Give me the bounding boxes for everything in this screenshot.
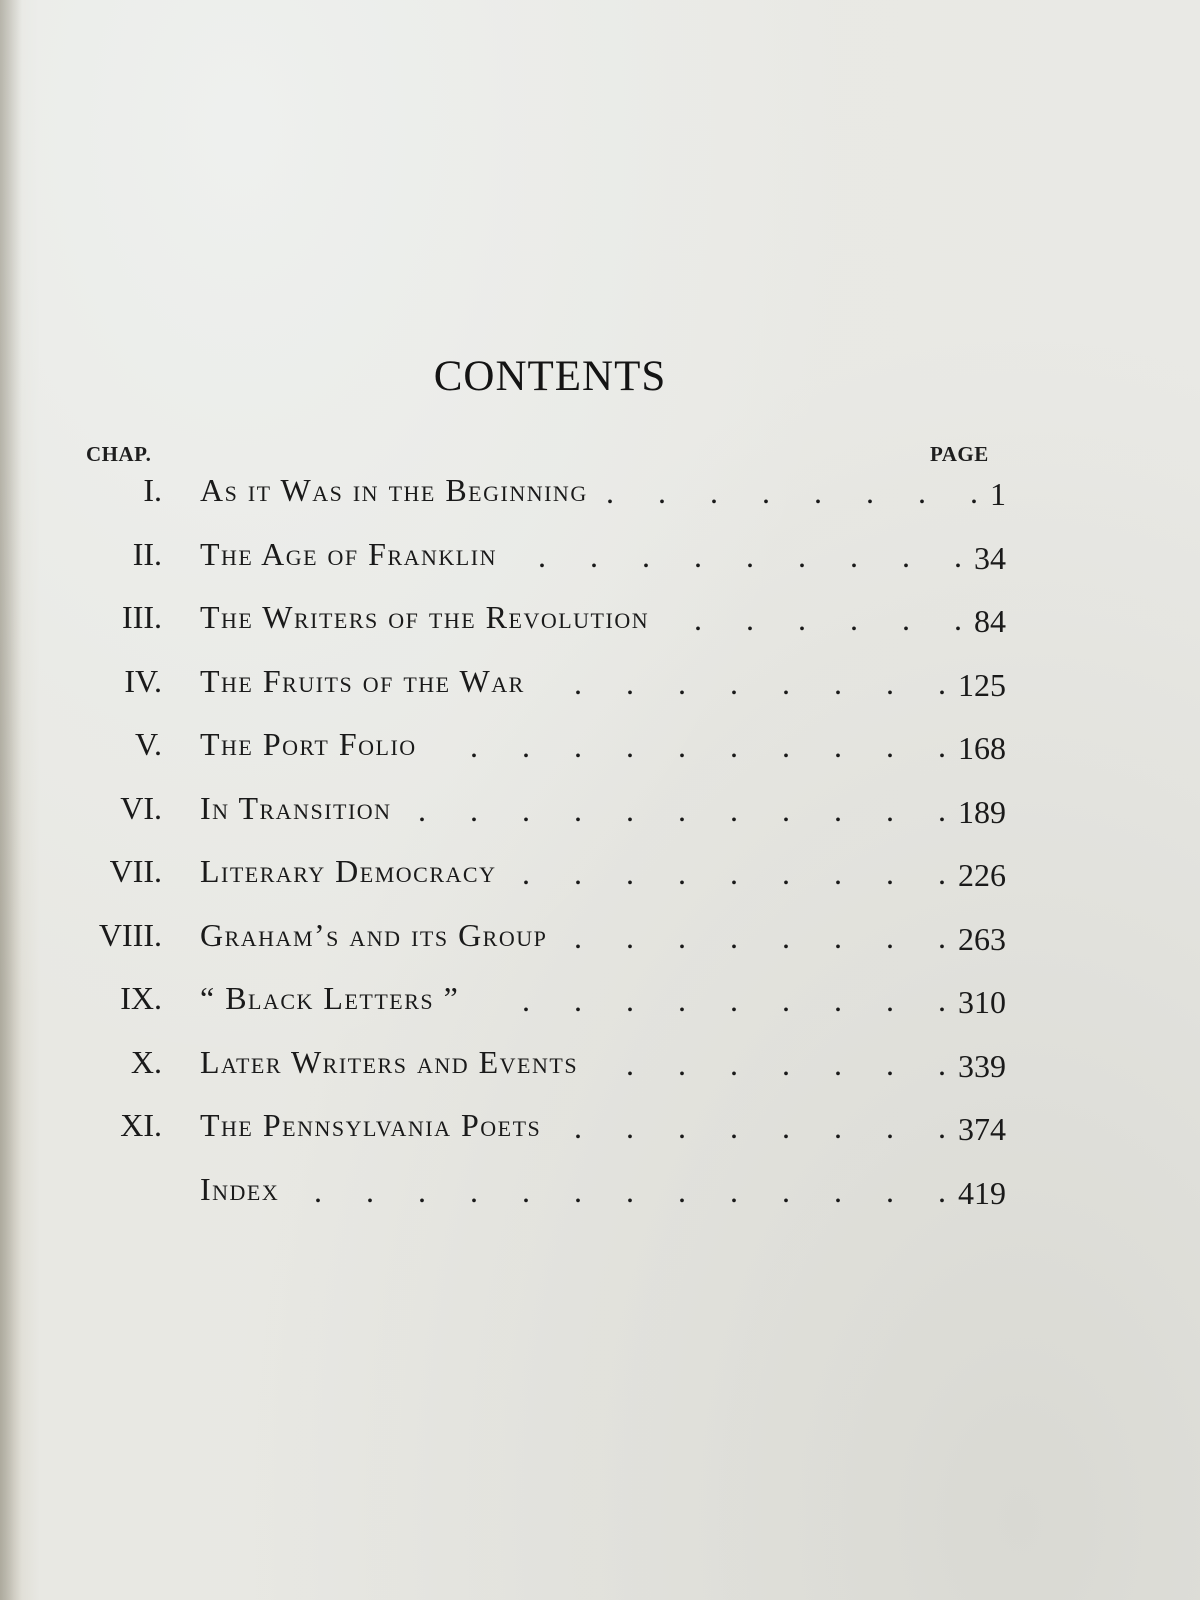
leader-dot: . xyxy=(574,982,582,1018)
leader-dot: . xyxy=(694,537,702,574)
leader-dot: . xyxy=(886,1109,894,1145)
leader-dot: . xyxy=(678,855,686,891)
toc-entry xyxy=(0,1107,1100,1157)
leader-dot: . xyxy=(782,918,790,955)
leader-dot: . xyxy=(798,537,806,574)
chapter-title: The Age of Franklin xyxy=(200,535,497,572)
leader-dot: . xyxy=(574,1172,582,1209)
leader-dot: . xyxy=(886,791,894,828)
leader-dot: . xyxy=(954,537,962,574)
chapter-numeral: VI. xyxy=(120,789,162,826)
leader-dot: . xyxy=(470,1172,478,1209)
leader-dot: . xyxy=(678,1045,686,1082)
leader-dot: . xyxy=(886,664,894,701)
toc-entry xyxy=(0,663,1100,713)
leader-dot: . xyxy=(418,1172,426,1209)
toc-entry xyxy=(0,980,1100,1030)
chapter-title: “ Black Letters ” xyxy=(200,980,460,1016)
leader-dot: . xyxy=(694,601,702,637)
leader-dot: . xyxy=(678,1172,686,1209)
leader-dot: . xyxy=(954,601,962,637)
page-number: 189 xyxy=(958,793,1006,830)
leader-dot: . xyxy=(626,982,634,1018)
leader-dot: . xyxy=(574,664,582,701)
leader-dot: . xyxy=(678,918,686,955)
leader-dot: . xyxy=(938,1045,946,1082)
leader-dot: . xyxy=(834,982,842,1018)
chapter-title: The Pennsylvania Poets xyxy=(200,1107,542,1143)
chapter-title: As it Was in the Beginning xyxy=(200,472,588,508)
leader-dot: . xyxy=(798,601,806,637)
leader-dot: . xyxy=(574,728,582,764)
leader-dot: . xyxy=(574,791,582,828)
chapter-numeral: II. xyxy=(132,535,162,572)
chapter-title: Graham’s and its Group xyxy=(200,916,548,953)
leader-dot: . xyxy=(470,791,478,828)
page-number: 34 xyxy=(974,539,1006,576)
leader-dot: . xyxy=(678,728,686,764)
page-number: 310 xyxy=(958,984,1006,1020)
leader-dot: . xyxy=(886,855,894,891)
page-number: 339 xyxy=(958,1047,1006,1084)
leader-dot: . xyxy=(658,474,666,510)
leader-dot: . xyxy=(970,474,978,510)
leader-dot: . xyxy=(606,474,614,510)
toc-entry xyxy=(0,1171,1100,1221)
leader-dot: . xyxy=(730,918,738,955)
leader-dot: . xyxy=(642,537,650,574)
leader-dot: . xyxy=(886,1045,894,1082)
chapter-title: Later Writers and Events xyxy=(200,1043,579,1080)
leader-dot: . xyxy=(834,728,842,764)
leader-dot: . xyxy=(834,664,842,701)
leader-dot: . xyxy=(574,855,582,891)
toc-entry xyxy=(0,726,1100,776)
leader-dot: . xyxy=(886,918,894,955)
toc-entry xyxy=(0,790,1100,840)
leader-dot: . xyxy=(918,474,926,510)
leader-dot: . xyxy=(730,855,738,891)
leader-dot: . xyxy=(938,1109,946,1145)
leader-dot: . xyxy=(746,537,754,574)
chapter-title: The Fruits of the War xyxy=(200,662,525,699)
leader-dot: . xyxy=(710,474,718,510)
leader-dot: . xyxy=(782,1172,790,1209)
leader-dot: . xyxy=(938,1172,946,1209)
leader-dot: . xyxy=(782,791,790,828)
leader-dot: . xyxy=(678,1109,686,1145)
contents-heading: CONTENTS xyxy=(433,353,667,400)
leader-dot: . xyxy=(590,537,598,574)
leader-dot: . xyxy=(730,791,738,828)
leader-dot: . xyxy=(678,664,686,701)
page-number: 419 xyxy=(958,1174,1006,1211)
leader-dot: . xyxy=(814,474,822,510)
leader-dot: . xyxy=(626,791,634,828)
chapter-title: Index xyxy=(200,1170,280,1207)
leader-dot: . xyxy=(866,474,874,510)
leader-dot: . xyxy=(834,1109,842,1145)
chapter-title: The Writers of the Revolution xyxy=(200,599,650,635)
leader-dot: . xyxy=(522,982,530,1018)
leader-dot: . xyxy=(626,855,634,891)
leader-dot: . xyxy=(730,1172,738,1209)
toc-entry xyxy=(0,472,1100,522)
chapter-numeral: VII. xyxy=(109,853,162,889)
leader-dot: . xyxy=(938,855,946,891)
chap-column-header: CHAP. xyxy=(86,442,152,466)
leader-dot: . xyxy=(762,474,770,510)
leader-dot: . xyxy=(938,791,946,828)
leader-dot: . xyxy=(938,728,946,764)
leader-dot: . xyxy=(834,1045,842,1082)
leader-dot: . xyxy=(782,728,790,764)
page-number: 125 xyxy=(958,666,1006,703)
leader-dot: . xyxy=(730,1045,738,1082)
chapter-title: Literary Democracy xyxy=(200,853,497,889)
chapter-numeral: I. xyxy=(143,472,162,508)
leader-dot: . xyxy=(746,601,754,637)
toc-entry xyxy=(0,853,1100,903)
leader-dot: . xyxy=(626,918,634,955)
chapter-numeral: XI. xyxy=(120,1107,162,1143)
chapter-title: The Port Folio xyxy=(200,726,417,762)
page-number: 374 xyxy=(958,1111,1006,1147)
leader-dot: . xyxy=(626,1045,634,1082)
leader-dot: . xyxy=(730,728,738,764)
leader-dot: . xyxy=(850,601,858,637)
leader-dot: . xyxy=(626,728,634,764)
page-number: 84 xyxy=(974,603,1006,639)
leader-dot: . xyxy=(834,1172,842,1209)
leader-dot: . xyxy=(902,601,910,637)
toc-entry xyxy=(0,917,1100,967)
chapter-numeral: IV. xyxy=(124,662,162,699)
leader-dot: . xyxy=(366,1172,374,1209)
leader-dot: . xyxy=(938,664,946,701)
leader-dot: . xyxy=(522,855,530,891)
leader-dot: . xyxy=(834,855,842,891)
leader-dot: . xyxy=(938,982,946,1018)
toc-entry xyxy=(0,536,1100,586)
leader-dot: . xyxy=(782,664,790,701)
leader-dot: . xyxy=(314,1172,322,1209)
leader-dot: . xyxy=(834,918,842,955)
page-column-header: PAGE xyxy=(930,442,989,466)
leader-dot: . xyxy=(902,537,910,574)
chapter-numeral: VIII. xyxy=(98,916,162,953)
leader-dot: . xyxy=(782,855,790,891)
leader-dot: . xyxy=(886,728,894,764)
leader-dot: . xyxy=(418,791,426,828)
leader-dot: . xyxy=(626,1172,634,1209)
chapter-numeral: V. xyxy=(135,726,162,762)
chapter-title: In Transition xyxy=(200,789,392,826)
page-number: 1 xyxy=(990,476,1006,512)
leader-dot: . xyxy=(834,791,842,828)
leader-dot: . xyxy=(626,1109,634,1145)
leader-dot: . xyxy=(730,982,738,1018)
chapter-numeral: III. xyxy=(122,599,162,635)
leader-dot: . xyxy=(678,791,686,828)
leader-dot: . xyxy=(782,1045,790,1082)
leader-dot: . xyxy=(626,664,634,701)
toc-entry xyxy=(0,1044,1100,1094)
leader-dot: . xyxy=(782,982,790,1018)
leader-dot: . xyxy=(470,728,478,764)
chapter-numeral: IX. xyxy=(120,980,162,1016)
leader-dot: . xyxy=(522,791,530,828)
leader-dot: . xyxy=(782,1109,790,1145)
toc-entry xyxy=(0,599,1100,649)
leader-dot: . xyxy=(850,537,858,574)
leader-dot: . xyxy=(522,728,530,764)
leader-dot: . xyxy=(886,1172,894,1209)
leader-dot: . xyxy=(538,537,546,574)
chapter-numeral: X. xyxy=(130,1043,162,1080)
page-number: 226 xyxy=(958,857,1006,893)
page-number: 168 xyxy=(958,730,1006,766)
leader-dot: . xyxy=(574,1109,582,1145)
leader-dot: . xyxy=(730,664,738,701)
leader-dot: . xyxy=(938,918,946,955)
leader-dot: . xyxy=(730,1109,738,1145)
leader-dot: . xyxy=(678,982,686,1018)
leader-dot: . xyxy=(574,918,582,955)
leader-dot: . xyxy=(886,982,894,1018)
page-number: 263 xyxy=(958,920,1006,957)
leader-dot: . xyxy=(522,1172,530,1209)
